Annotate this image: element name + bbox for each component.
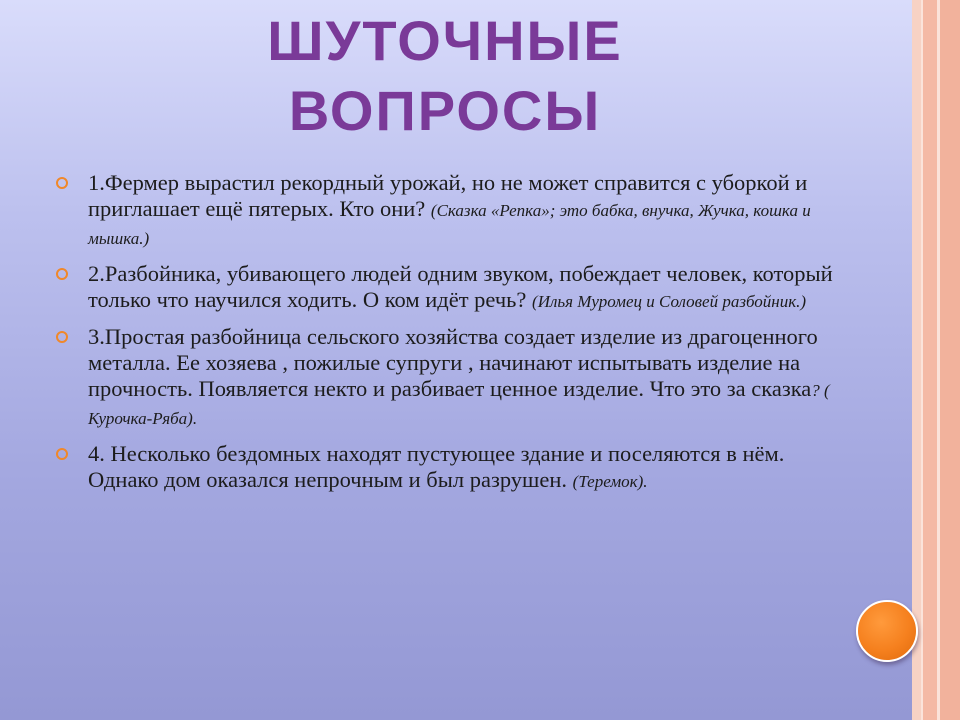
question-list <box>56 170 836 504</box>
question-text: 1.Фермер вырастил рекордный урожай, но не может справится с уборкой и приглашает ещё пятерых. Кто они? <box>88 170 808 221</box>
circle-bullet-icon <box>56 177 68 189</box>
title-line-2: ВОПРОСЫ <box>288 79 602 142</box>
stripe <box>940 0 960 720</box>
circle-bullet-icon <box>56 331 68 343</box>
question-text: 3.Простая разбойница сельского хозяйства создает изделие из драгоценного металла. Ее хозяева , пожилые супруги , начинают испытывать изделие на прочность. Появляется некто и разбивает ценное изделие. Что это за сказка <box>88 324 818 401</box>
title-line-1: ШУТОЧНЫЕ <box>267 9 623 72</box>
decorative-side-stripes <box>912 0 960 720</box>
circle-bullet-icon <box>56 448 68 460</box>
circle-bullet-icon <box>56 268 68 280</box>
question-text: 2.Разбойника, убивающего людей одним звуком, побеждает человек, который только что научился ходить. О ком идёт речь? <box>88 261 833 312</box>
list-item <box>56 441 836 495</box>
answer-text: (Теремок). <box>572 472 648 491</box>
question-text: 4. Несколько бездомных находят пустующее здание и поселяются в нём. Однако дом оказался непрочным и был разрушен. <box>88 441 785 492</box>
slide-title <box>0 6 890 146</box>
list-item <box>56 261 836 315</box>
stripe <box>912 0 921 720</box>
orange-circle-icon <box>856 600 918 662</box>
stripe <box>923 0 937 720</box>
list-item <box>56 170 836 252</box>
answer-text: (Сказка «Репка»; это бабка, внучка, Жучка, кошка и мышка.) <box>88 201 811 248</box>
list-item <box>56 324 836 432</box>
answer-text: ? ( Курочка-Ряба). <box>88 381 830 428</box>
answer-text: (Илья Муромец и Соловей разбойник.) <box>532 292 807 311</box>
